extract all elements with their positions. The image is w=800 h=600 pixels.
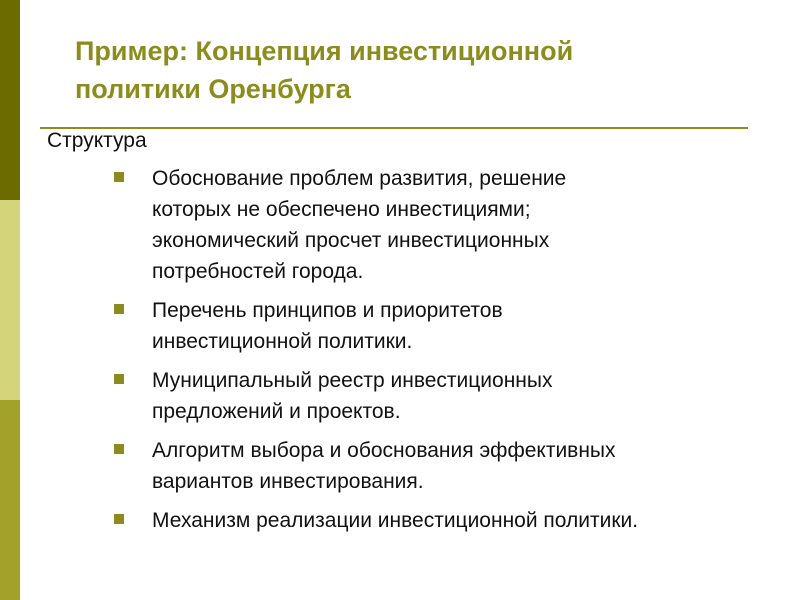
side-bar-segment-top bbox=[0, 0, 20, 200]
bullet-item bbox=[114, 505, 784, 536]
bullet-text-line: Алгоритм выбора и обоснования эффективных bbox=[152, 439, 616, 462]
bullet-item bbox=[114, 163, 784, 287]
bullet-text-line: Муниципальный реестр инвестиционных bbox=[152, 369, 553, 392]
slide-title bbox=[75, 32, 775, 108]
bullet-text-line: экономический просчет инвестиционных bbox=[152, 229, 550, 252]
side-bar-segment-bottom bbox=[0, 400, 20, 600]
bullet-list bbox=[114, 163, 784, 544]
square-bullet-icon bbox=[114, 304, 124, 314]
section-heading: Структура bbox=[47, 129, 147, 152]
bullet-text-line: вариантов инвестирования. bbox=[152, 470, 424, 493]
slide-title-line-1: Пример: Концепция инвестиционной bbox=[75, 36, 574, 66]
bullet-text-line: предложений и проектов. bbox=[152, 400, 401, 423]
square-bullet-icon bbox=[114, 172, 124, 182]
decorative-side-bar bbox=[0, 0, 20, 600]
bullet-text-line: потребностей города. bbox=[152, 260, 364, 283]
bullet-text-line: Механизм реализации инвестиционной политики. bbox=[152, 509, 639, 532]
side-bar-segment-middle bbox=[0, 200, 20, 400]
slide-title-line-2: политики Оренбурга bbox=[75, 74, 351, 104]
bullet-text-line: Перечень принципов и приоритетов bbox=[152, 299, 503, 322]
bullet-item bbox=[114, 365, 784, 427]
bullet-text-line: Обоснование проблем развития, решение bbox=[152, 167, 567, 190]
bullet-text-line: инвестиционной политики. bbox=[152, 330, 413, 353]
square-bullet-icon bbox=[114, 514, 124, 524]
square-bullet-icon bbox=[114, 374, 124, 384]
bullet-item bbox=[114, 295, 784, 357]
bullet-item bbox=[114, 435, 784, 497]
bullet-text-line: которых не обеспечено инвестициями; bbox=[152, 198, 531, 221]
square-bullet-icon bbox=[114, 444, 124, 454]
